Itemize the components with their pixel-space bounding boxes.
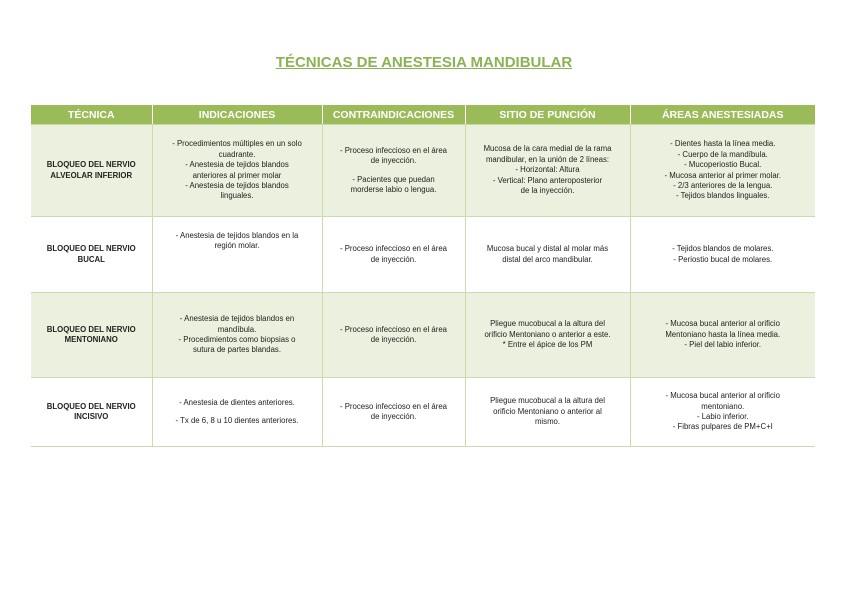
cell-sitio (465, 125, 630, 217)
cell-sitio (465, 378, 630, 447)
header-tecnica: TÉCNICA (31, 105, 152, 125)
text-line: mandibular, en la unión de 2 líneas: (485, 154, 610, 164)
text-line: de inyección. (370, 412, 417, 421)
text-line: INCISIVO (74, 412, 109, 421)
text-line: - Anestesia de tejidos blandos (185, 160, 289, 170)
text-line: - Anestesia de tejidos blandos en (179, 314, 295, 324)
cell-contraindicaciones (322, 293, 465, 378)
text-line: distal del arco mandibular. (502, 254, 593, 264)
text-line: - Vertical: Plano anteroposterior (492, 175, 603, 185)
page-title: TÉCNICAS DE ANESTESIA MANDIBULAR (275, 54, 573, 71)
text-line: anteriores al primer molar (192, 170, 282, 180)
text-line: - Proceso infeccioso en el área (339, 401, 448, 411)
text-line: - Cuerpo de la mandíbula. (677, 149, 768, 159)
text-line: - Mucosa bucal anterior al orificio (665, 319, 780, 329)
text-line: - Horizontal: Altura (515, 165, 580, 175)
cell-contraindicaciones (322, 217, 465, 293)
cell-areas (630, 217, 815, 293)
cell-tecnica (31, 125, 152, 217)
text-line: de inyección. (370, 335, 417, 344)
text-line: Mentoniano hasta la línea media. (665, 329, 781, 339)
text-line: - Anestesia de dientes anteriores. (179, 397, 295, 407)
text-line: - Proceso infeccioso en el área (339, 145, 448, 155)
anesthesia-table (31, 105, 815, 447)
text-line: - Mucoperiostio Bucal. (684, 160, 762, 170)
table-row (31, 217, 815, 293)
text-line: orificio Mentoniano o anterior al (493, 406, 602, 416)
text-line: Pliegue mucobucal a la altura del (490, 319, 605, 329)
text-line: linguales. (220, 191, 254, 201)
text-line: * Entre el ápice de los PM (502, 340, 593, 350)
text-line: de inyección. (370, 156, 417, 166)
table-row (31, 125, 815, 217)
text-line: BLOQUEO DEL NERVIO (46, 160, 136, 170)
cell-tecnica (31, 378, 152, 447)
cell-indicaciones (152, 125, 322, 217)
header-indicaciones: INDICACIONES (152, 105, 322, 125)
text-line: Mucosa bucal y distal al molar más (486, 244, 609, 254)
header-areas: ÁREAS ANESTESIADAS (630, 105, 815, 125)
cell-contraindicaciones (322, 125, 465, 217)
cell-areas (630, 293, 815, 378)
text-line: - Tx de 6, 8 u 10 dientes anteriores. (175, 416, 299, 425)
cell-sitio (465, 293, 630, 378)
text-line: - Dientes hasta la línea media. (670, 139, 776, 149)
text-line: - Proceso infeccioso en el área (339, 244, 448, 254)
text-line: orificio Mentoniano o anterior a este. (484, 329, 611, 339)
header-sitio: SITIO DE PUNCIÓN (465, 105, 630, 125)
table-row (31, 293, 815, 378)
text-line: de la inyección. (520, 186, 575, 196)
table-row (31, 378, 815, 447)
text-line: morderse labio o lengua. (350, 184, 437, 194)
text-line: sutura de partes blandas. (193, 345, 281, 355)
text-line: BLOQUEO DEL NERVIO (46, 324, 136, 334)
text-line: mandíbula. (217, 324, 257, 334)
text-line: - Pacientes que puedan (352, 174, 435, 184)
text-line: Pliegue mucobucal a la altura del (490, 396, 605, 406)
text-line: - Mucosa bucal anterior al orificio (665, 391, 780, 401)
text-line: - Tejidos blandos de molares. (672, 244, 774, 254)
text-line: - Fibras pulpares de PM+C+I (672, 422, 773, 432)
text-line: - Mucosa anterior al primer molar. (664, 170, 782, 180)
text-line: cuadrante. (218, 149, 256, 159)
text-line: - Procedimientos múltiples en un solo (172, 139, 302, 149)
text-line: - Tejidos blandos linguales. (676, 191, 770, 201)
cell-tecnica (31, 293, 152, 378)
text-line: - Anestesia de tejidos blandos en la (175, 231, 299, 240)
text-line: - Piel del labio inferior. (684, 340, 762, 350)
text-line: mismo. (534, 417, 561, 427)
cell-indicaciones (152, 378, 322, 447)
text-line: - Labio inferior. (696, 412, 749, 421)
text-line: mentoniano. (701, 401, 745, 411)
text-line: BLOQUEO DEL NERVIO (46, 244, 136, 254)
cell-contraindicaciones (322, 378, 465, 447)
cell-indicaciones (152, 293, 322, 378)
text-line: - Procedimientos como biopsias o (178, 335, 296, 344)
text-line: - Anestesia de tejidos blandos (185, 180, 289, 190)
cell-areas (630, 378, 815, 447)
text-line: ALVEOLAR INFERIOR (50, 170, 133, 180)
text-line: - Proceso infeccioso en el área (339, 324, 448, 334)
text-line: BUCAL (77, 254, 105, 264)
table-header-row (31, 105, 815, 125)
cell-tecnica (31, 217, 152, 293)
text-line: - Periostio bucal de molares. (673, 254, 773, 264)
text-line: MENTONIANO (64, 335, 118, 344)
text-line: Mucosa de la cara medial de la rama (483, 144, 612, 154)
cell-indicaciones (152, 217, 322, 293)
header-contraindicaciones: CONTRAINDICACIONES (322, 105, 465, 125)
cell-sitio (465, 217, 630, 293)
text-line: región molar. (214, 241, 260, 251)
text-line: de inyección. (370, 254, 417, 264)
text-line: BLOQUEO DEL NERVIO (46, 401, 136, 411)
text-line: - 2/3 anteriores de la lengua. (673, 180, 773, 190)
cell-areas (630, 125, 815, 217)
